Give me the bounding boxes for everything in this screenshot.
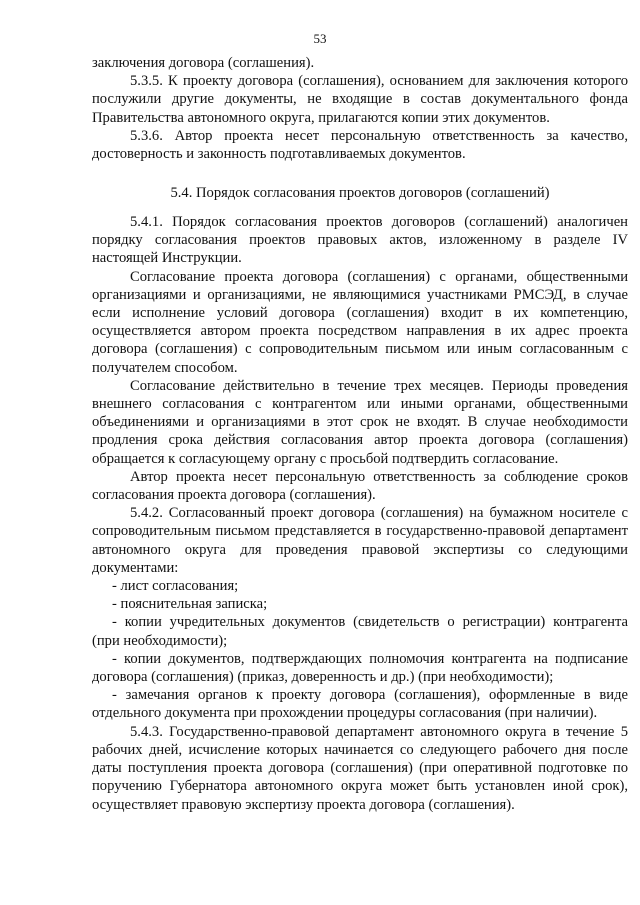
paragraph-continuation: заключения договора (соглашения). (92, 55, 315, 71)
section-5-4-text (92, 213, 628, 814)
section-heading: 5.4. Порядок согласования проектов договоров (соглашений) (170, 185, 550, 201)
list-item: - копии документов, подтверждающих полномочия контрагента на подписание договора (соглашения) (приказ, доверенность и др.) (при необходимости); (92, 650, 628, 686)
paragraph-5-3-5: 5.3.5. К проекту договора (соглашения), основанием для заключения которого послужили другие документы, не входящие в состав документального фонда Правительства автономного округа, прилагаются копии этих документов. (92, 73, 628, 126)
paragraph-5-4-2: 5.4.2. Согласованный проект договора (соглашения) на бумажном носителе с сопроводительным письмом представляется в государственно-правовой департамент автономного округа для проведения правовой экспертизы со следующими документами: (92, 505, 628, 576)
paragraph-validity: Согласование действительно в течение трех месяцев. Периоды проведения внешнего согласования с контрагентом или иными органами, общественными объединениями и организациями в этот срок не входят. В случае необходимости продления срока действия согласования автор проекта договора (соглашения) обращается к согласующему органу с просьбой подтвердить согласование. (92, 377, 628, 467)
list-item: - замечания органов к проекту договора (соглашения), оформленные в виде отдельного документа при прохождении процедуры согласования (при наличии). (92, 687, 628, 722)
list-item: - пояснительная записка; (112, 596, 268, 613)
paragraph-5-4-1: 5.4.1. Порядок согласования проектов договоров (соглашений) аналогичен порядку согласования проектов правовых актов, изложенному в разделе IV настоящей Инструкции. (92, 214, 628, 267)
paragraph-5-3-6: 5.3.6. Автор проекта несет персональную ответственность за качество, достоверность и законность подготавливаемых документов. (92, 127, 628, 163)
list-item: - копии учредительных документов (свидетельств о регистрации) контрагента (при необходимости); (92, 614, 628, 649)
paragraph-author-responsibility: Автор проекта несет персональную ответственность за соблюдение сроков согласования проекта договора (соглашения). (92, 468, 628, 504)
paragraph-approval: Согласование проекта договора (соглашения) с органами, общественными организациями и организациями, не являющимися участниками РМСЭД, в случае если исполнение условий договора (соглашения) входит в их компетенцию, осуществляется автором проекта посредством направления в их адрес проекта договора (соглашения) с сопроводительным письмом или иным согласованным с получателем способом. (92, 268, 628, 376)
page-number: 53 (313, 31, 327, 46)
paragraph-5-4-3: 5.4.3. Государственно-правовой департамент автономного округа в течение 5 рабочих дней, исчисление которых начинается со следующего рабочего дня после даты поступления проекта договора (соглашения) (при оперативной подготовке по поручению Губернатора автономного округа может быть установлен иной срок), осуществляет правовую экспертизу проекта договора (соглашения). (92, 723, 628, 813)
section-5-3-text (92, 54, 628, 163)
list-item: - лист согласования; (112, 578, 239, 595)
